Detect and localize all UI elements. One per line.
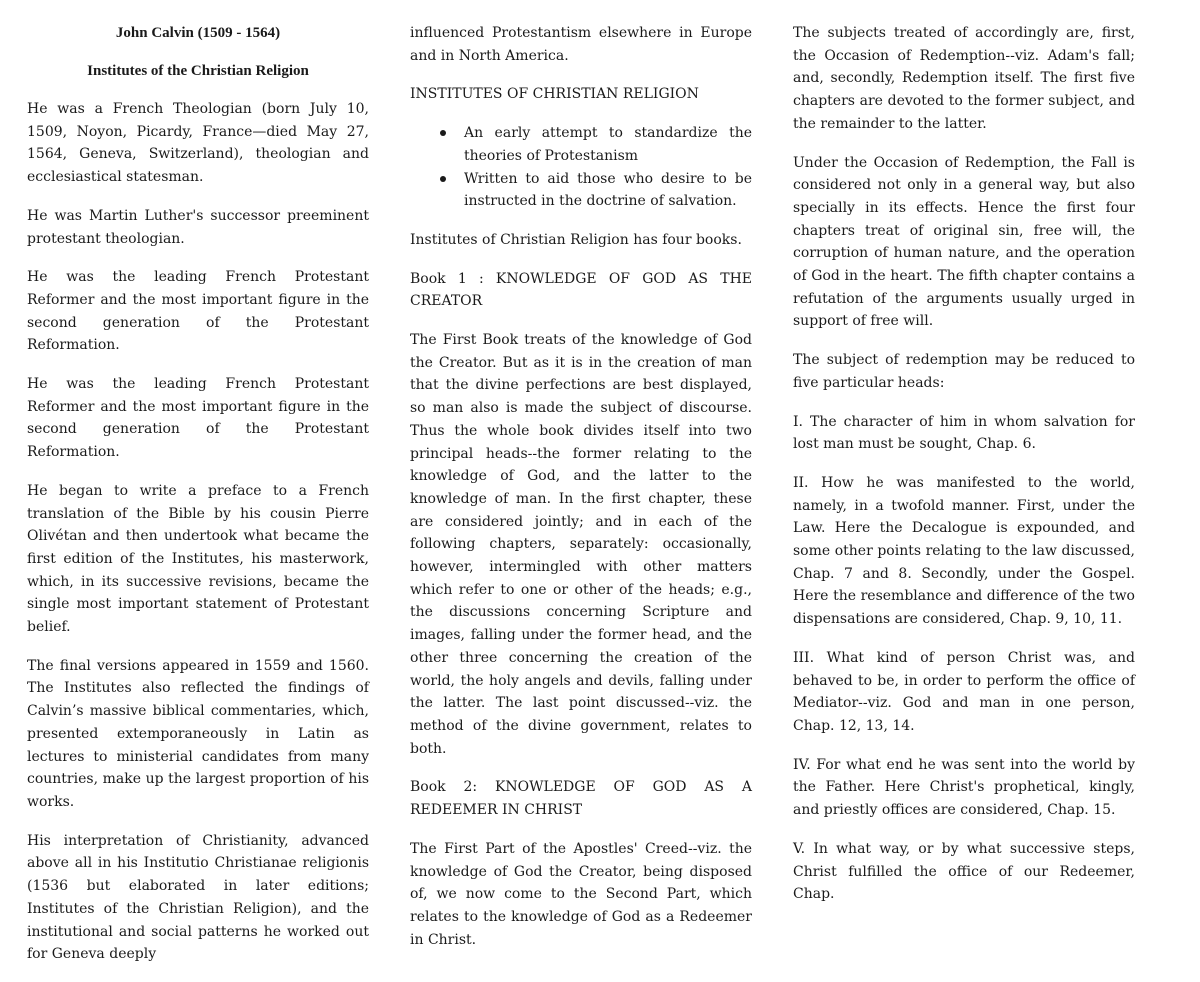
paragraph: The First Part of the Apostles' Creed--viz. the knowledge of God the Creator, being disposed of, we now come to the Second Part, which relates to the knowledge of God as a Redeemer in Christ.	[410, 840, 752, 948]
paragraph: His interpretation of Christianity, advanced above all in his Institutio Christianae religionis (1536 but elaborated in later editions; Institutes of the Christian Religion), and the institutional and social patterns he worked out for Geneva deeply	[27, 832, 369, 963]
book2-heading: Book 2: KNOWLEDGE OF GOD AS A REDEEMER IN CHRIST	[410, 779, 752, 819]
paragraph: The subjects treated of accordingly are, first, the Occasion of Redemption--viz. Adam's fall; and, secondly, Redemption itself. The first five chapters are devoted to the former subject, and the remainder to the latter.	[793, 25, 1135, 132]
paragraph: The final versions appeared in 1559 and 1560. The Institutes also reflected the findings of Calvin’s massive biblical commentaries, which, presented extemporaneously in Latin as lectures to ministerial candidates from many countries, make up the largest proportion of his works.	[27, 657, 369, 810]
paragraph: Under the Occasion of Redemption, the Fall is considered not only in a general way, but also specially in its effects. Hence the first four chapters treat of original sin, free will, the corruption of human nature, and the operation of God in the heart. The fifth chapter contains a refutation of the arguments usually urged in support of free will.	[793, 154, 1135, 330]
paragraph: IV. For what end he was sent into the world by the Father. Here Christ's prophetical, kingly, and priestly offices are considered, Chap. 15.	[793, 756, 1135, 819]
list-item: An early attempt to standardize the theories of Protestanism	[464, 122, 752, 167]
document-title: John Calvin (1509 - 1564)	[115, 25, 281, 41]
list-item: Written to aid those who desire to be instructed in the doctrine of salvation.	[464, 168, 752, 213]
paragraph: He began to write a preface to a French translation of the Bible by his cousin Pierre Olivétan and then undertook what became the first edition of the Institutes, his masterwork, which, in its successive revisions, became the single most important statement of Protestant belief.	[27, 482, 369, 636]
paragraph: He was a French Theologian (born July 10, 1509, Noyon, Picardy, France—died May 27, 1564, Geneva, Switzerland), theologian and ecclesiastical statesman.	[27, 101, 369, 186]
paragraph: III. What kind of person Christ was, and behaved to be, in order to perform the office of Mediator--viz. God and man in one person, Chap. 12, 13, 14.	[793, 649, 1135, 734]
document-subtitle: Institutes of the Christian Religion	[87, 63, 309, 79]
paragraph: He was the leading French Protestant Reformer and the most important figure in the second generation of the Protestant Reformation.	[27, 269, 369, 354]
paragraph: II. How he was manifested to the world, namely, in a twofold manner. First, under the Law. Here the Decalogue is expounded, and some other points relating to the law discussed, Chap. 7 and 8. Secondly, under the Gospel. Here the resemblance and difference of the two dispensations are considered, Chap. 9, 10, 11.	[793, 474, 1135, 628]
paragraph: The subject of redemption may be reduced to five particular heads:	[793, 352, 1135, 391]
bullet-list	[410, 122, 752, 213]
column-1	[27, 22, 369, 982]
paragraph: He was the leading French Protestant Reformer and the most important figure in the second generation of the Protestant Reformation.	[27, 376, 369, 461]
paragraph: I. The character of him in whom salvation for lost man must be sought, Chap. 6.	[793, 413, 1135, 453]
paragraph: V. In what way, or by what successive steps, Christ fulfilled the office of our Redeemer, Chap.	[793, 840, 1135, 903]
section-heading: INSTITUTES OF CHRISTIAN RELIGION	[410, 86, 699, 103]
paragraph: Institutes of Christian Religion has four books.	[410, 231, 742, 248]
paragraph: He was Martin Luther's successor preeminent protestant theologian.	[27, 207, 369, 247]
paragraph-continuation: influenced Protestantism elsewhere in Europe and in North America.	[410, 25, 752, 64]
book1-heading: Book 1 : KNOWLEDGE OF GOD AS THE CREATOR	[410, 270, 752, 310]
paragraph: The First Book treats of the knowledge of God the Creator. But as it is in the creation of man that the divine perfections are best displayed, so man also is made the subject of discourse. Thus the whole book divides itself into two principal heads--the former relating to the knowledge of God, and the latter to the knowledge of man. In the first chapter, these are considered jointly; and in each of the following chapters, separately: occasionally, however, intermingled with other matters which refer to one or other of the heads; e.g., the discussions concerning Scripture and images, falling under the former head, and the other three concerning the creation of the world, the holy angels and devils, falling under the latter. The last point discussed--viz. the method of the divine government, relates to both.	[410, 332, 752, 757]
column-3	[793, 22, 1135, 922]
column-2	[410, 22, 752, 967]
